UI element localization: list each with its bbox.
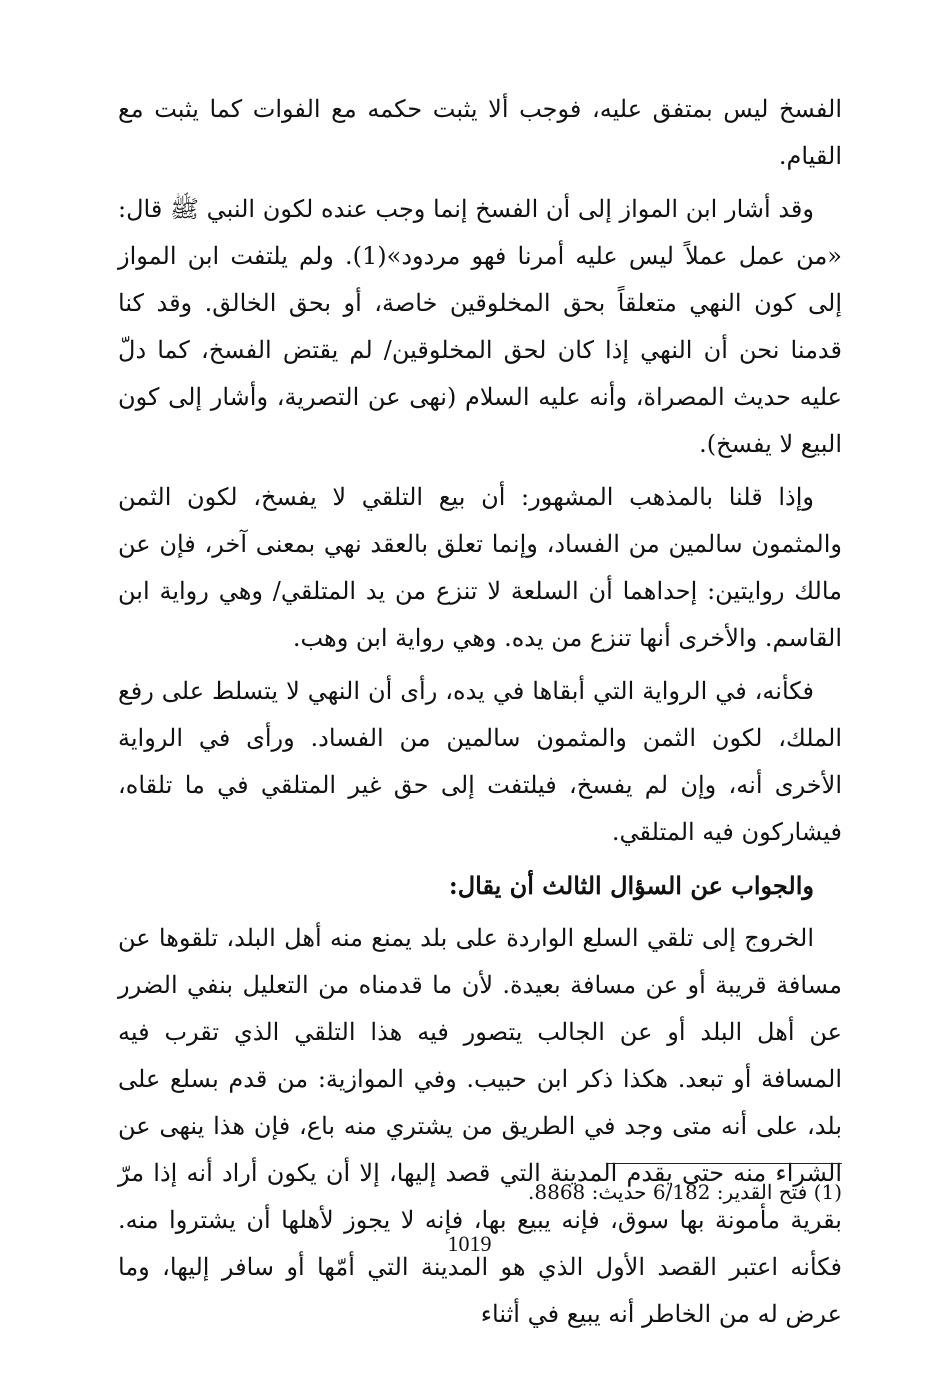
- paragraph-madhhab-mashhur: وإذا قلنا بالمذهب المشهور: أن بيع التلقي لا يفسخ، لكون الثمن والمثمون سالمين من الفساد، وإنما تعلق بالعقد نهي بمعنى آخر، فإن عن مالك روايتين: إحداهما أن السلعة لا تنزع من يد المتلقي/ وهي رواية ابن القاسم. والأخرى أنها تنزع من يده. وهي رواية ابن وهب.: [118, 483, 842, 652]
- paragraph-riwaya: فكأنه، في الرواية التي أبقاها في يده، رأى أن النهي لا يتسلط على رفع الملك، لكون الثمن والمثمون سالمين من الفساد. ورأى في الرواية الأخرى أنه، وإن لم يفسخ، فيلتفت إلى حق غير المتلقي في ما تلقاه، فيشاركون فيه المتلقي.: [118, 677, 842, 846]
- paragraph-continuation: الفسخ ليس بمتفق عليه، فوجب ألا يثبت حكمه مع الفوات كما يثبت مع القيام.: [118, 95, 842, 170]
- page-number: 1019: [447, 1231, 492, 1256]
- page-body: [118, 86, 842, 1344]
- section-heading: والجواب عن السؤال الثالث أن يقال:: [448, 871, 814, 900]
- paragraph-khuruj: الخروج إلى تلقي السلع الواردة على بلد يمنع منه أهل البلد، تلقوها عن مسافة قريبة أو عن مسافة بعيدة. لأن ما قدمناه من التعليل بنفي الضرر عن أهل البلد أو عن الجالب يتصور فيه هذا التلقي الذي تقرب فيه المسافة أو تبعد. هكذا ذكر ابن حبيب. وفي الموازية: من قدم بسلع على بلد، على أنه متى وجد في الطريق من يشتري منه باع، فإن هذا ينهى عن الشراء منه حتى يقدم المدينة التي قصد إليها، إلا أن يكون أراد أنه إذا مرّ بقرية مأمونة بها سوق، فإنه يبيع بها، فإنه لا يجوز لأهلها أن يشتروا منه. فكأنه اعتبر القصد الأول الذي هو المدينة التي أمّها أو سافر إليها، وما عرض له من الخاطر أنه يبيع في أثناء: [118, 924, 842, 1328]
- paragraph-ibn-al-mawwaz: وقد أشار ابن المواز إلى أن الفسخ إنما وجب عنده لكون النبي ﷺ قال: «من عمل عملاً ليس عليه أمرنا فهو مردود»(1). ولم يلتفت ابن المواز إلى كون النهي متعلقاً بحق المخلوقين خاصة، أو بحق الخالق. وقد كنا قدمنا نحن أن النهي إذا كان لحق المخلوقين/ لم يقتض الفسخ، كما دلّ عليه حديث المصراة، وأنه عليه السلام (نهى عن التصرية، وأشار إلى كون البيع لا يفسخ).: [118, 195, 842, 458]
- footnote-divider: [606, 1163, 842, 1164]
- footnote: (1) فتح القدير: 6/182 حديث: 8868.: [528, 1180, 842, 1204]
